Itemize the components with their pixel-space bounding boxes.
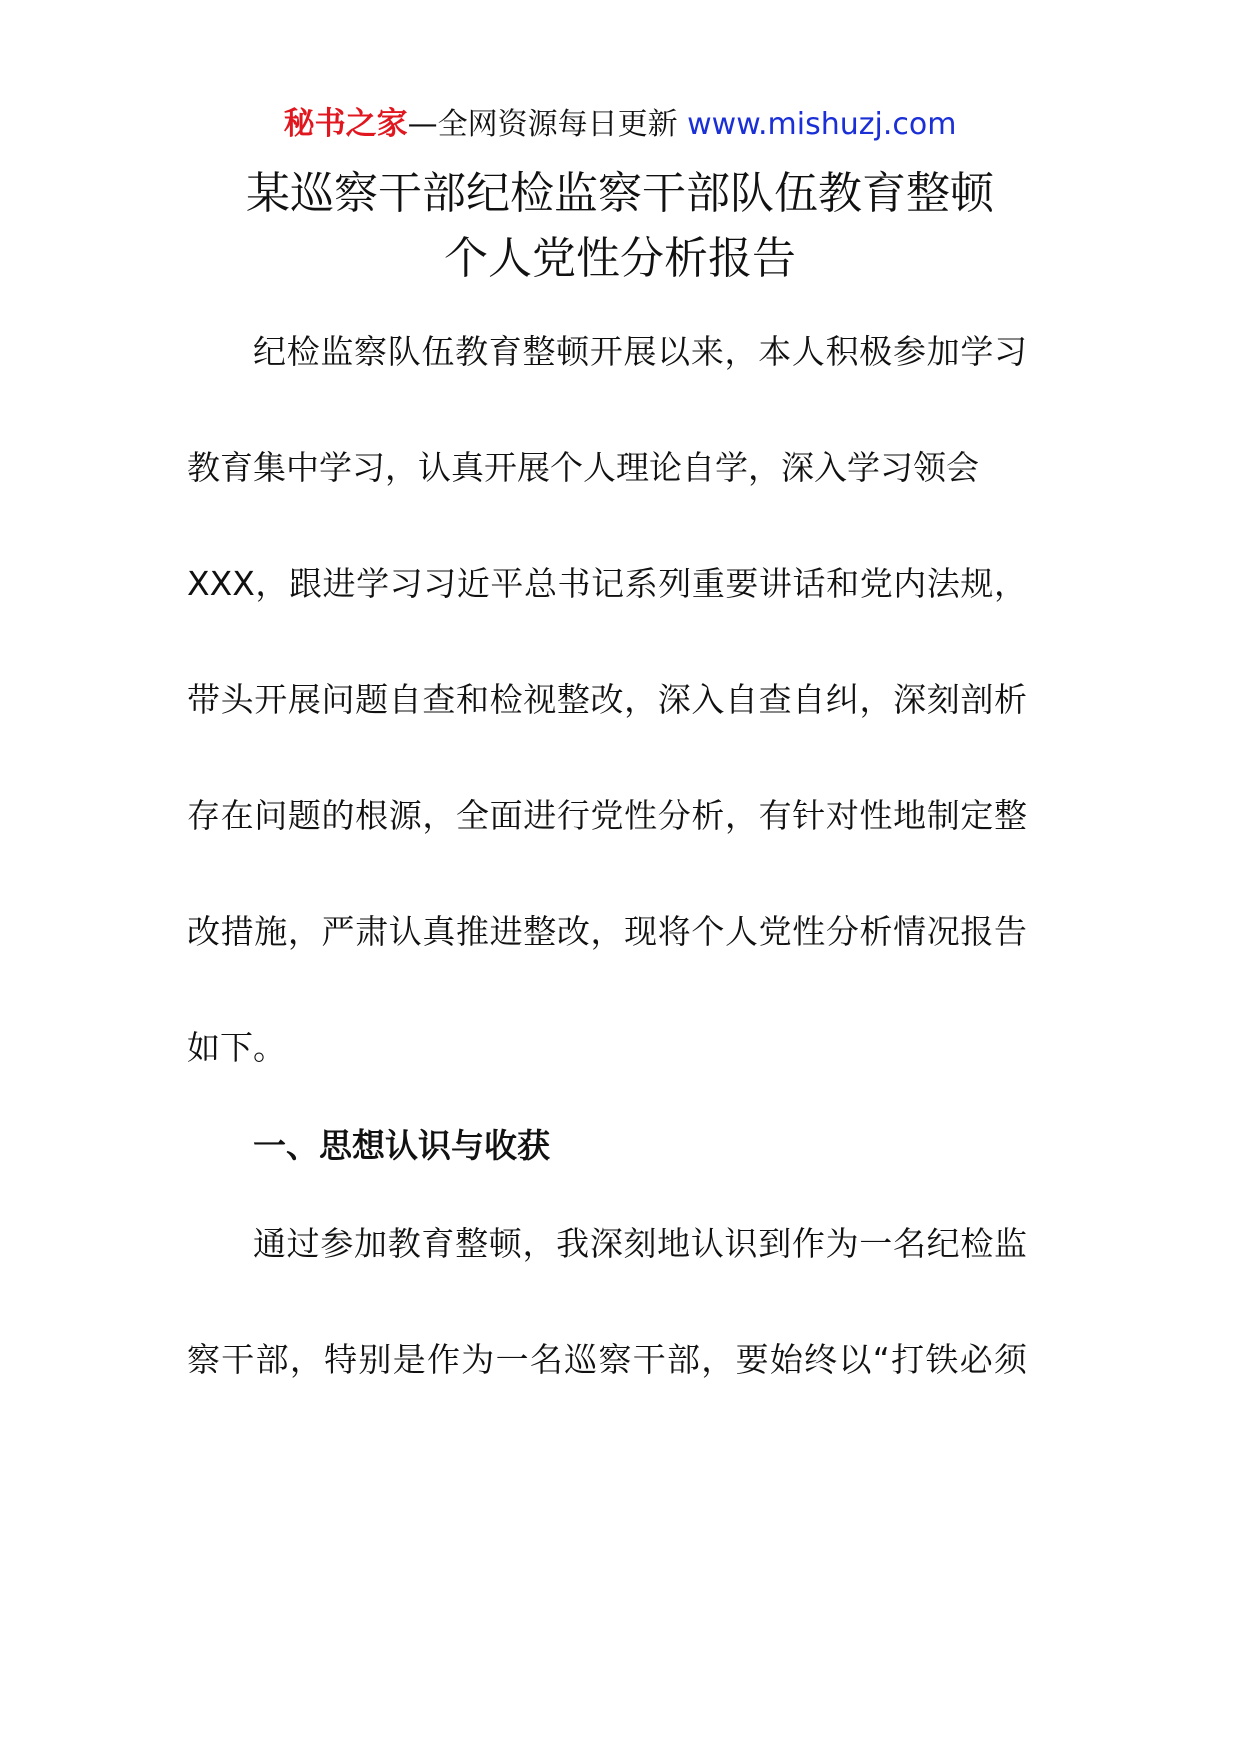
site-brand: 秘书之家 <box>283 106 408 142</box>
paragraph-line: 如下。 <box>187 1028 286 1067</box>
paragraph-line: 察干部，特别是作为一名巡察干部，要始终以“打铁必须 <box>187 1340 1027 1379</box>
section-heading: 一、思想认识与收获 <box>253 1126 550 1165</box>
site-header <box>0 104 1240 145</box>
document-title-line-2: 个人党性分析报告 <box>444 233 796 284</box>
paragraph-line: 带头开展问题自查和检视整改，深入自查自纠，深刻剖析 <box>187 680 1027 719</box>
paragraph-line: 改措施，严肃认真推进整改，现将个人党性分析情况报告 <box>187 912 1027 951</box>
paragraph-line: XXX，跟进学习习近平总书记系列重要讲话和党内法规， <box>187 564 1027 603</box>
site-tagline: —全网资源每日更新 <box>407 107 688 142</box>
document-title-line-1: 某巡察干部纪检监察干部队伍教育整顿 <box>246 168 994 219</box>
paragraph-line: 通过参加教育整顿，我深刻地认识到作为一名纪检监 <box>253 1224 1027 1263</box>
paragraph-line: 纪检监察队伍教育整顿开展以来，本人积极参加学习 <box>253 332 1027 371</box>
paragraph-line: 存在问题的根源，全面进行党性分析，有针对性地制定整 <box>187 796 1027 835</box>
paragraph-line: 教育集中学习，认真开展个人理论自学，深入学习领会 <box>187 448 979 487</box>
site-url-link[interactable]: www.mishuzj.com <box>687 107 957 142</box>
